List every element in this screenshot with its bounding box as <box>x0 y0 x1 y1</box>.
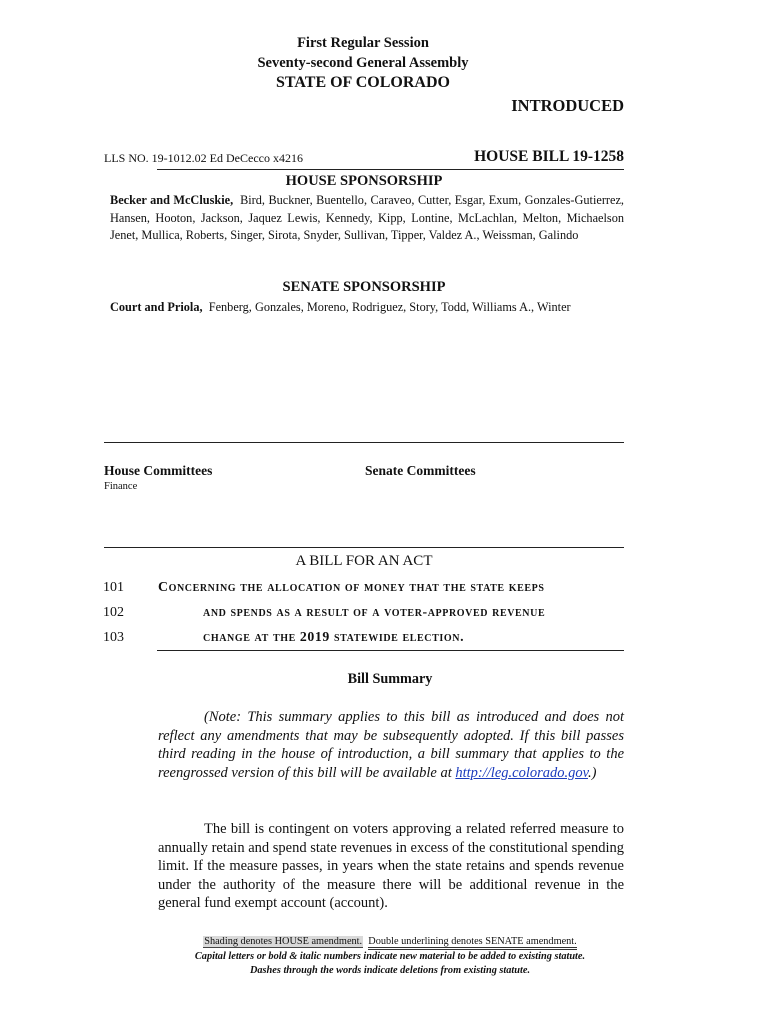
senate-sponsors <box>110 299 624 317</box>
house-cosponsors: Bird, Buckner, Buentello, Caraveo, Cutter, Esgar, Exum, Gonzales-Gutierrez, Hansen, Hooton, Jackson, Jaquez Lewis, Kennedy, Kipp, Lontine, McLachlan, Melton, Michaelson Jenet, Mullica, Roberts, Singer, Sirota, Snyder, Sullivan, Tipper, Valdez A., Weissman, Galindo <box>110 193 624 242</box>
meta-rule <box>157 169 624 170</box>
bill-number: HOUSE BILL 19-1258 <box>474 148 624 165</box>
legend-line-1 <box>104 935 676 950</box>
house-committees-value: Finance <box>104 481 138 492</box>
assembly-heading: Seventy-second General Assembly <box>257 55 469 71</box>
senate-committees-label: Senate Committees <box>365 463 476 478</box>
house-lead-sponsors: Becker and McCluskie, <box>110 193 234 207</box>
committees-bottom-rule <box>104 547 624 548</box>
amendment-legend <box>104 935 676 979</box>
line-number: 101 <box>103 580 124 595</box>
summary-body-text: The bill is contingent on voters approving a related referred measure to annually retain and spend state revenues in excess of the constitutional spending limit. If the measure passes, in years when the state retains and spends revenue under the authority of the measure there will be additional revenue in the general fund exempt account (account). <box>158 821 624 911</box>
legend-line-2: Capital letters or bold & italic numbers indicate new material to be added to existing statute. <box>194 950 586 962</box>
act-title-line: and spends as a result of a voter-approved revenue <box>203 604 546 619</box>
leg-colorado-link[interactable]: http://leg.colorado.gov <box>455 764 588 781</box>
house-sponsorship-title: HOUSE SPONSORSHIP <box>285 173 443 189</box>
bill-summary-title: Bill Summary <box>347 671 433 687</box>
house-sponsors <box>110 192 624 245</box>
line-number: 102 <box>103 605 124 620</box>
lls-number: LLS NO. 19-1012.02 Ed DeCecco x4216 <box>104 151 303 165</box>
summary-body <box>158 820 624 913</box>
house-committees-label: House Committees <box>104 463 213 478</box>
act-title: A BILL FOR AN ACT <box>295 553 433 569</box>
title-rule <box>157 650 624 651</box>
summary-note-text: (Note: This summary applies to this bill as introduced and does not reflect any amendments that may be subsequently adopted. If this bill passes third reading in the house of introduction, a bill summary that applies to the reengrossed version of this bill will be available at <box>158 709 624 781</box>
senate-amendment-legend: Double underlining denotes SENATE amendment. <box>368 936 576 950</box>
legend-line-3: Dashes through the words indicate deletions from existing statute. <box>249 965 531 976</box>
act-title-line: Concerning the allocation of money that the state keeps <box>158 579 545 594</box>
line-number: 103 <box>103 630 124 645</box>
house-amendment-legend: Shading denotes HOUSE amendment. <box>204 936 363 947</box>
senate-cosponsors: Fenberg, Gonzales, Moreno, Rodriguez, Story, Todd, Williams A., Winter <box>208 300 571 314</box>
senate-sponsorship-title: SENATE SPONSORSHIP <box>282 279 446 295</box>
state-heading: STATE OF COLORADO <box>276 74 450 91</box>
committees-top-rule <box>104 442 624 443</box>
senate-lead-sponsors: Court and Priola, <box>110 300 203 314</box>
status-label: INTRODUCED <box>511 96 624 115</box>
summary-note-end: .) <box>587 764 597 781</box>
act-title-line: change at the 2019 statewide election. <box>203 629 465 644</box>
session-heading: First Regular Session <box>297 35 429 51</box>
summary-note <box>158 708 624 782</box>
